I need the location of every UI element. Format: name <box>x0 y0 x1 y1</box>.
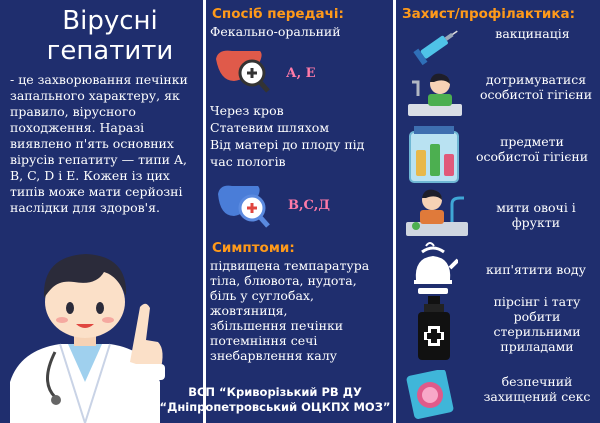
list-item: Через кров <box>210 103 284 118</box>
list-item: збільшення печінки <box>210 318 344 333</box>
blood-virus-types: В,С,Д <box>288 198 330 213</box>
prevention-item: предмети особистої гігієни <box>475 134 589 164</box>
prevention-item: пірсінг і тату робити стерильними приладами <box>493 294 581 354</box>
intro-text: - це захворювання печінки запального характеру, як правило, вірусного походження. Наразі виявлено п'ять основних вірусів гепатиту — типи A, B, C, D і E. Кожен із цих типів може мати серйозні наслідки для здоров'я. <box>10 72 188 215</box>
fecal-virus-types: А, Е <box>286 66 316 81</box>
syringe-icon <box>412 26 460 66</box>
list-item: підвищена темпаратура <box>210 258 370 273</box>
condom-icon <box>402 370 458 420</box>
list-item: Статевим шляхом <box>210 120 330 135</box>
liver-magnifier-icon <box>212 178 272 230</box>
footer-line: “Дніпропетровський ОЦКПХ МОЗ” <box>159 400 391 414</box>
prevention-item: вакцинація <box>495 26 570 41</box>
symptoms-list <box>210 258 392 363</box>
blood-routes-list <box>210 102 390 170</box>
prevention-item: мити овочі і фрукти <box>496 200 576 230</box>
fecal-oral-route: Фекально-оральний <box>210 24 341 39</box>
footer-line: ВСП “Криворізький РВ ДУ <box>188 385 362 399</box>
sterile-bottle-icon <box>414 296 454 362</box>
transmission-heading: Спосіб передачі: <box>212 6 344 22</box>
prevention-heading: Захист/профілактика: <box>402 6 576 22</box>
list-item: знебарвлення калу <box>210 348 337 363</box>
handwashing-icon <box>404 68 466 118</box>
list-item: Від матері до плоду під час пологів <box>210 137 365 169</box>
symptoms-heading: Симптоми: <box>212 240 295 256</box>
footer-organization <box>140 385 410 415</box>
page-title: Вірусні гепатити <box>46 6 174 66</box>
washing-vegetables-icon <box>402 186 472 238</box>
prevention-item: безпечний захищений секс <box>483 374 591 404</box>
list-item: потемніння сечі <box>210 333 318 348</box>
prevention-item: дотримуватися особистої гігієни <box>479 72 593 102</box>
list-item: тіла, блювота, нудота, <box>210 273 357 288</box>
kettle-icon <box>408 240 458 296</box>
hygiene-products-icon <box>406 124 462 186</box>
column-divider <box>393 0 396 423</box>
list-item: біль у суглобах, <box>210 288 314 303</box>
liver-magnifier-icon <box>212 45 272 95</box>
prevention-item: кип'ятити воду <box>486 262 586 277</box>
list-item: жовтяниця, <box>210 303 288 318</box>
